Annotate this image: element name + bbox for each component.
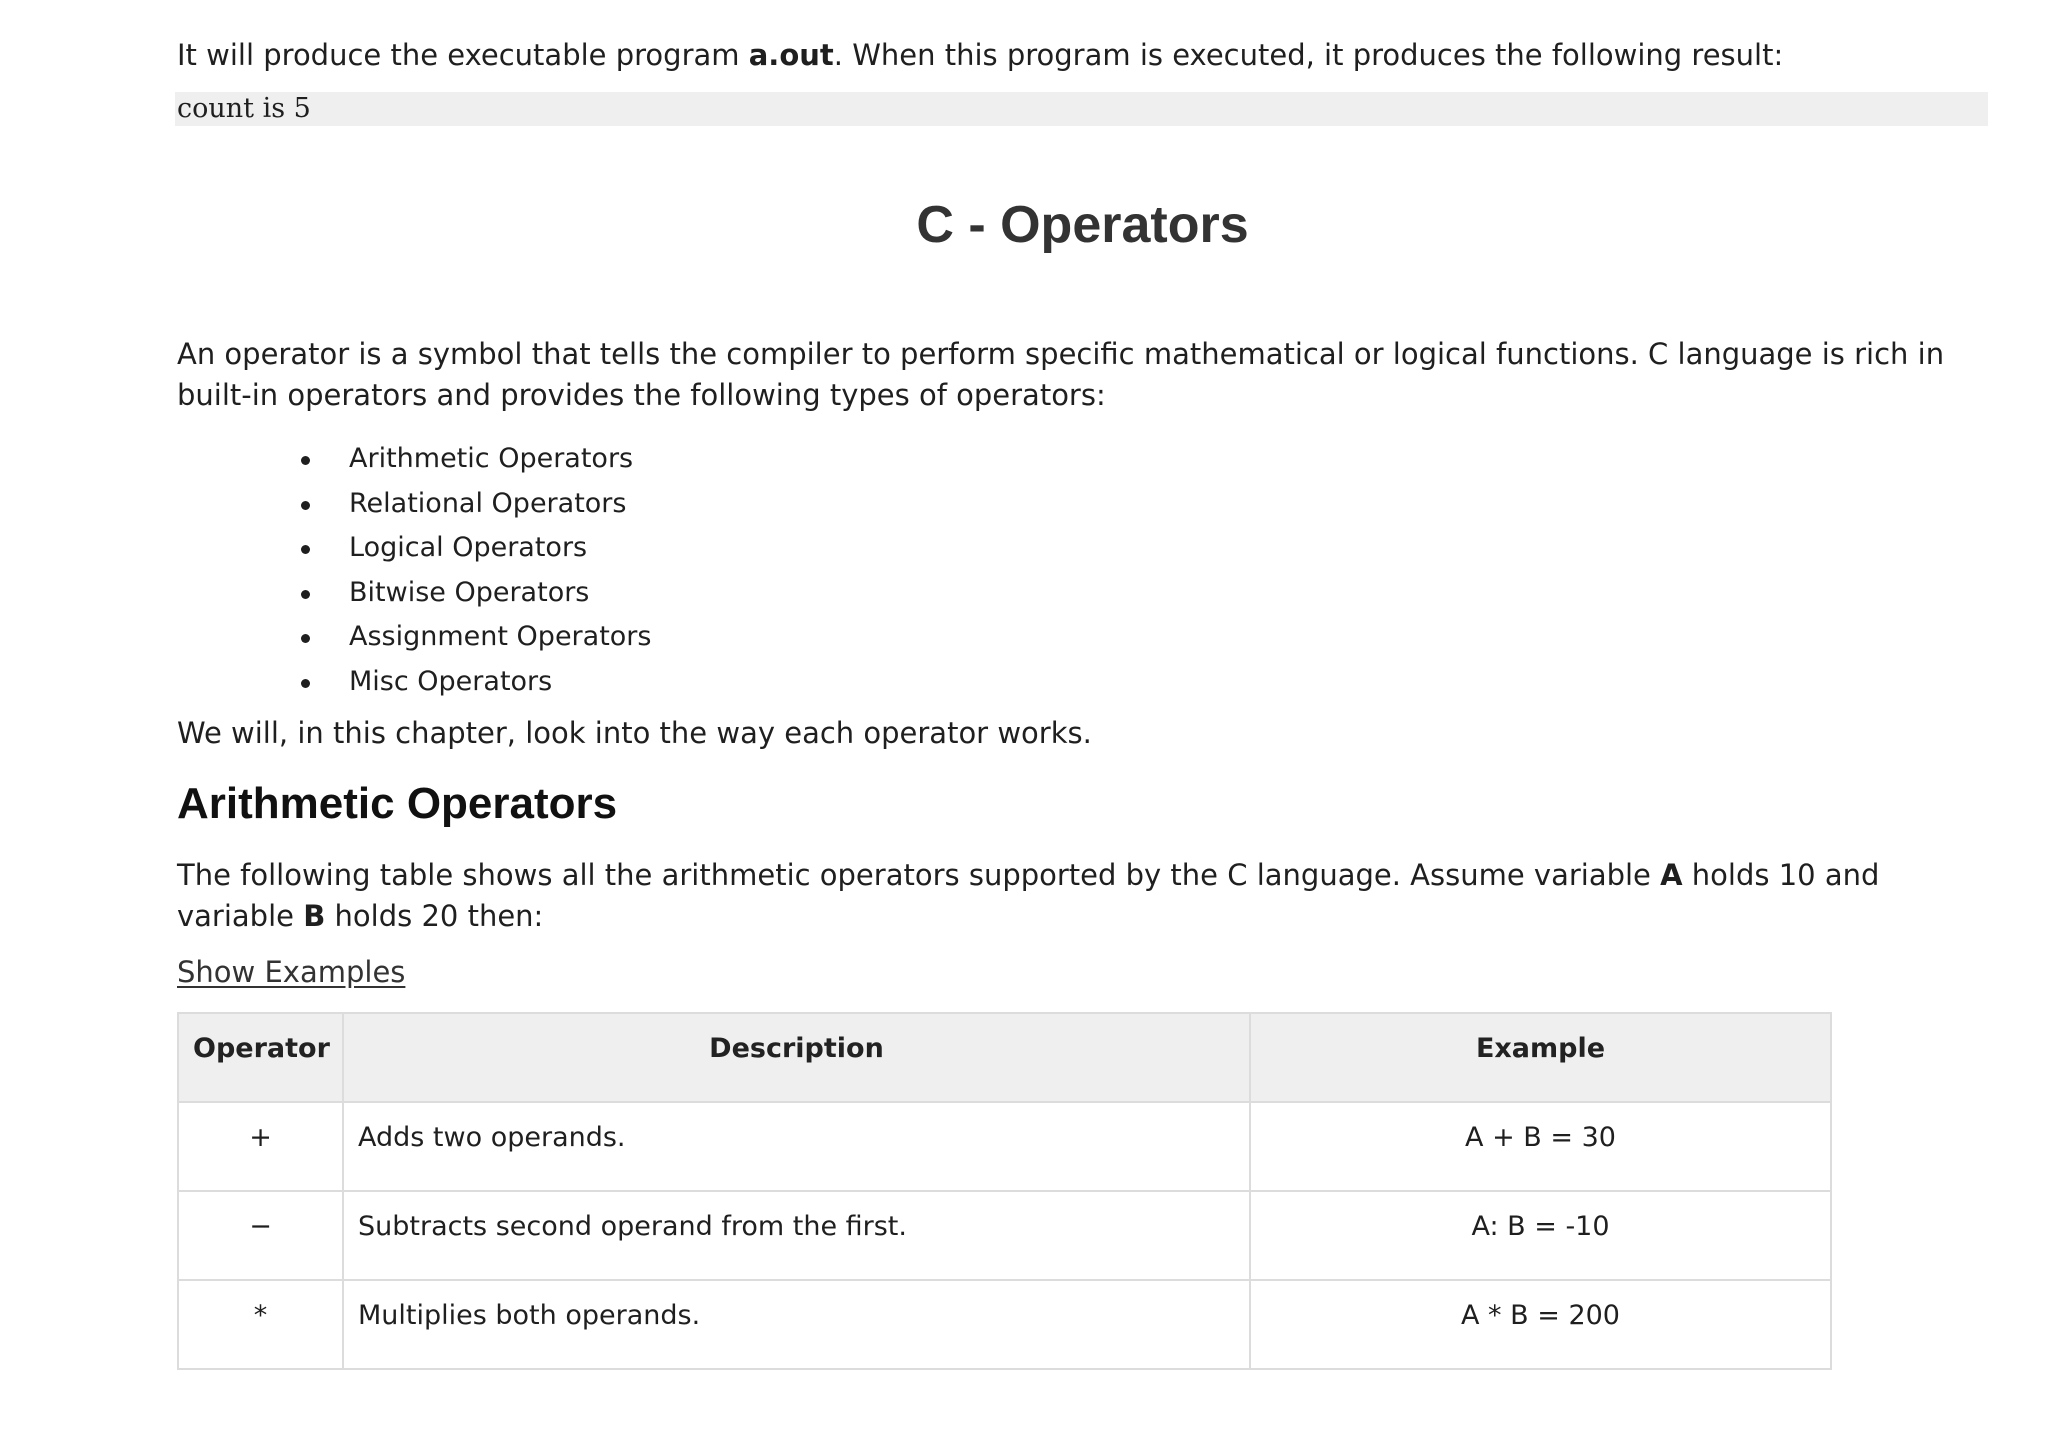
- arithmetic-description: [177, 855, 1988, 937]
- description-cell: Multiplies both operands.: [343, 1280, 1250, 1369]
- list-item-label: Misc Operators: [349, 665, 553, 697]
- arithmetic-operators-table: [177, 1012, 1832, 1370]
- operator-types-list: [177, 437, 651, 704]
- intro-text-after: . When this program is executed, it produces the following result:: [833, 38, 1784, 72]
- arithmetic-text-1: The following table shows all the arithmetic operators supported by the C language. Assume variable: [177, 858, 1661, 892]
- bullet-icon: [301, 590, 310, 599]
- list-item: [177, 571, 651, 616]
- example-cell: A: B = -10: [1250, 1191, 1831, 1280]
- example-cell: A + B = 30: [1250, 1102, 1831, 1191]
- bullet-icon: [301, 456, 310, 465]
- header-example: Example: [1250, 1013, 1831, 1102]
- list-item: [177, 482, 651, 527]
- table-header-row: [178, 1013, 1831, 1102]
- example-cell: A * B = 200: [1250, 1280, 1831, 1369]
- description-cell: Adds two operands.: [343, 1102, 1250, 1191]
- operator-cell: −: [178, 1191, 343, 1280]
- show-examples-link[interactable]: Show Examples: [177, 955, 406, 989]
- bullet-icon: [301, 634, 310, 643]
- table-row: [178, 1280, 1831, 1369]
- header-operator: Operator: [178, 1013, 343, 1102]
- description-cell: Subtracts second operand from the first.: [343, 1191, 1250, 1280]
- page-title: C - Operators: [916, 196, 1249, 254]
- table-row: [178, 1191, 1831, 1280]
- arithmetic-text-3: holds 20 then:: [325, 899, 544, 933]
- list-item-label: Arithmetic Operators: [349, 443, 634, 474]
- variable-a: A: [1660, 858, 1683, 892]
- intro-text: [177, 36, 1783, 74]
- program-name: a.out: [748, 38, 834, 72]
- bullet-icon: [301, 501, 310, 510]
- bullet-icon: [301, 679, 310, 688]
- arithmetic-text-2: holds 10 and variable: [177, 858, 1880, 933]
- operator-description: An operator is a symbol that tells the compiler to perform specific mathematical or logical functions. C language is rich in built-in operators and provides the following types of operators:: [177, 337, 1945, 412]
- operator-cell: +: [178, 1102, 343, 1191]
- list-item-label: Assignment Operators: [349, 621, 652, 652]
- header-description: Description: [343, 1013, 1250, 1102]
- chapter-note: We will, in this chapter, look into the way each operator works.: [177, 716, 1092, 750]
- list-item-label: Relational Operators: [349, 487, 627, 519]
- list-item: [177, 660, 651, 705]
- list-item: [177, 526, 651, 571]
- list-item-label: Bitwise Operators: [349, 576, 590, 608]
- list-item: [177, 615, 651, 660]
- operator-cell: *: [178, 1280, 343, 1369]
- list-item-label: Logical Operators: [349, 532, 588, 563]
- code-output-block: count is 5: [175, 92, 1988, 126]
- bullet-icon: [301, 545, 310, 554]
- table-row: [178, 1102, 1831, 1191]
- section-heading-arithmetic: Arithmetic Operators: [177, 779, 618, 828]
- list-item: [177, 437, 651, 482]
- intro-text-before: It will produce the executable program: [177, 38, 749, 72]
- variable-b: B: [303, 899, 326, 933]
